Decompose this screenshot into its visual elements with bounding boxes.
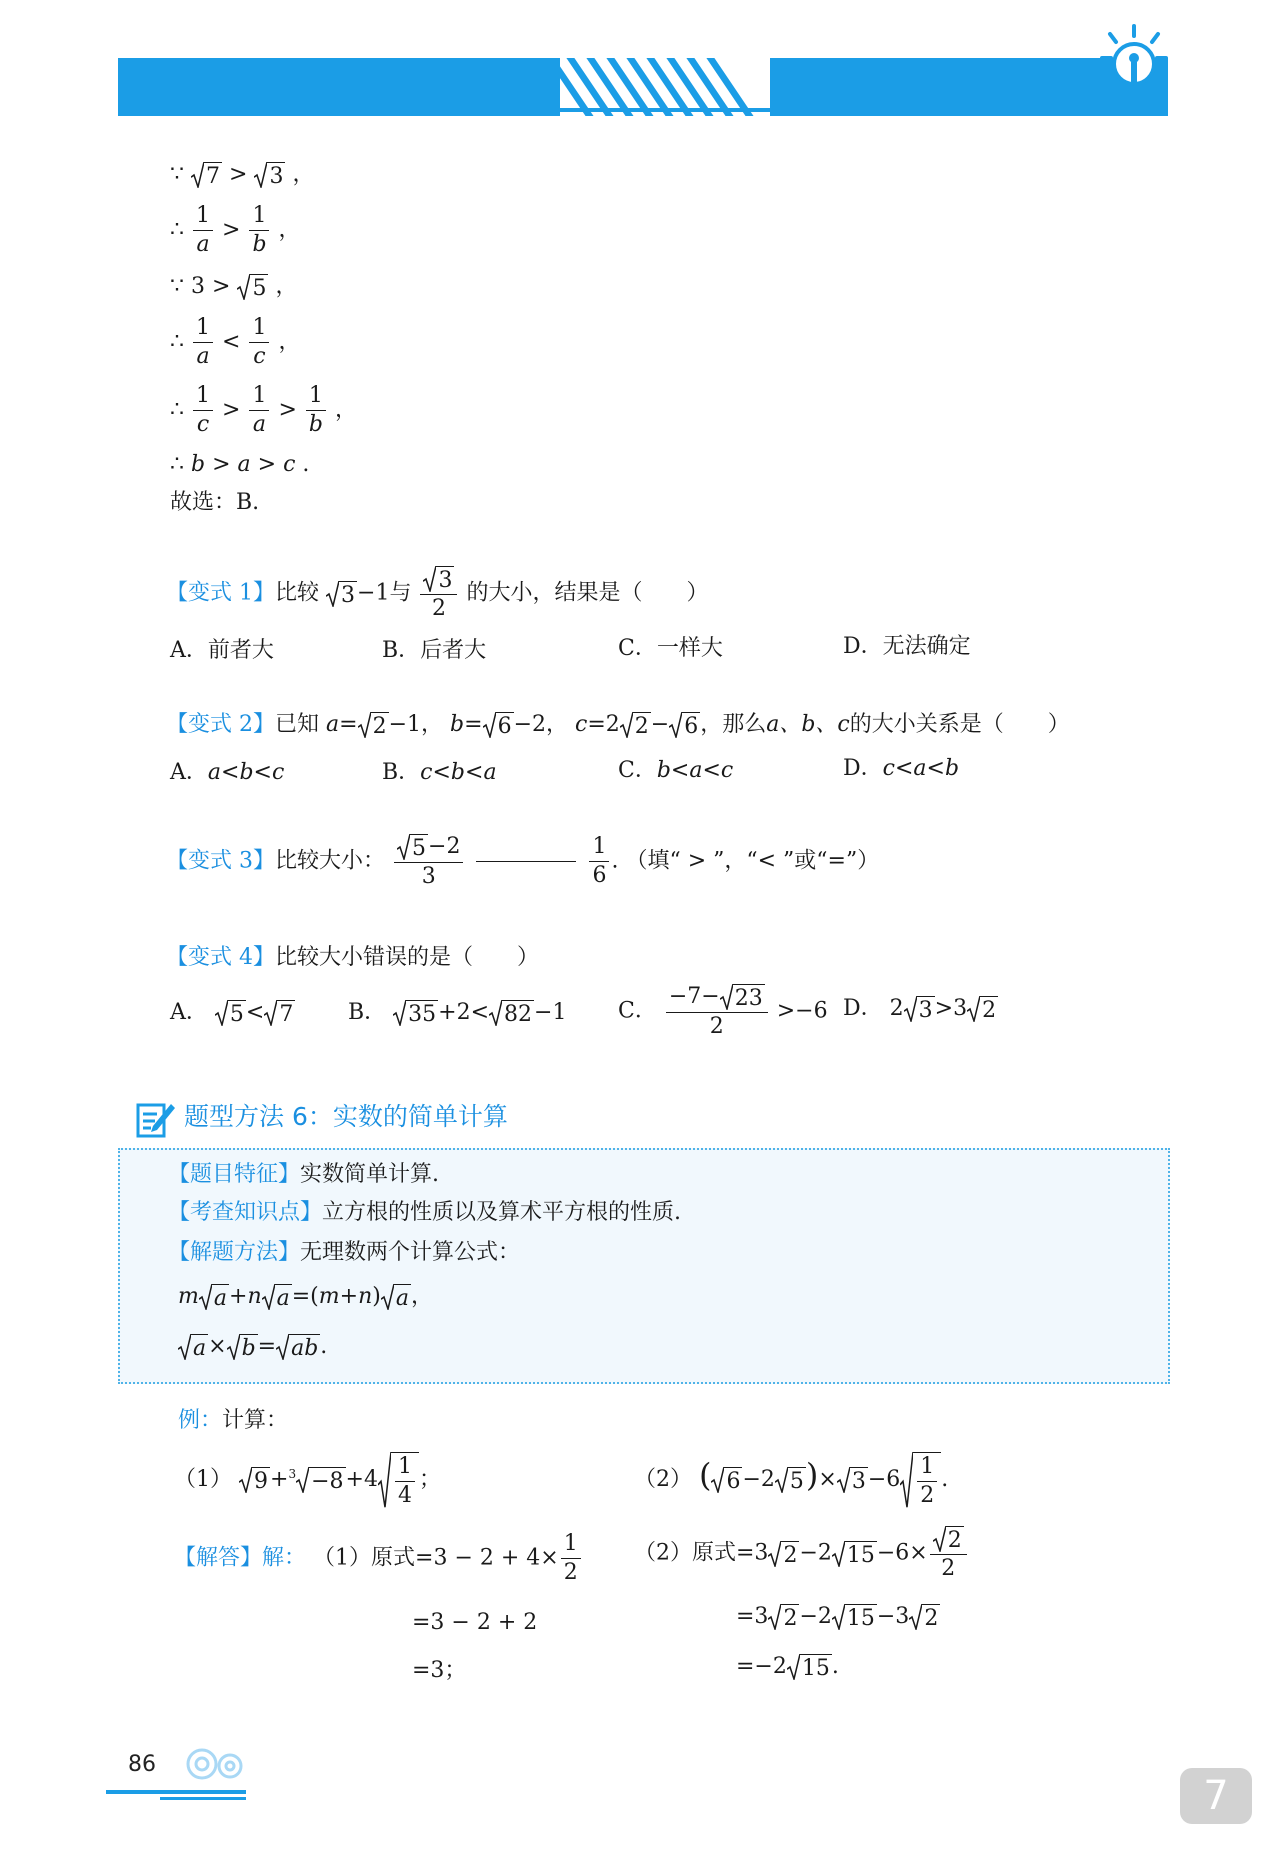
- numerator: 1: [561, 1532, 581, 1559]
- denominator: 4: [397, 1483, 412, 1509]
- option-label: D．: [843, 756, 883, 781]
- text: 比较: [275, 580, 320, 606]
- sqrt: [787, 1654, 832, 1680]
- denominator: a: [196, 344, 210, 370]
- paren: (: [310, 1284, 319, 1310]
- page-number: 86: [128, 1752, 156, 1777]
- sqrt: [227, 1334, 258, 1360]
- variant-2-option-b: [382, 760, 497, 786]
- sqrt: [393, 1000, 438, 1026]
- sqrt: [191, 162, 222, 188]
- punct: .: [941, 1467, 949, 1493]
- proof-line-1: [170, 162, 314, 188]
- method-knowledge: [168, 1200, 681, 1226]
- solution-tag: 【解答】: [174, 1545, 263, 1571]
- text: 的大小关系是（ ）: [849, 712, 1070, 738]
- text: −1: [388, 712, 422, 738]
- text: −2: [799, 1604, 832, 1630]
- punct: .: [320, 1334, 328, 1360]
- numerator: 1: [249, 384, 269, 411]
- solution-label: 解：: [262, 1545, 307, 1571]
- radicand: 7: [279, 1002, 294, 1027]
- sqrt: [378, 1452, 419, 1508]
- operator: >: [278, 397, 297, 423]
- problem-label: （2）: [634, 1467, 692, 1493]
- sqrt: [423, 566, 454, 592]
- solution-part-1-step-2: =3 − 2 + 2: [412, 1610, 538, 1635]
- radicand: 5: [229, 1002, 244, 1027]
- numerator: 1: [249, 316, 269, 343]
- radicand: 5: [252, 276, 267, 301]
- feature-tag: 【题目特征】: [168, 1162, 301, 1187]
- var: c: [575, 712, 588, 738]
- paren: ): [805, 1456, 819, 1495]
- sqrt: [768, 1604, 799, 1630]
- lightbulb-icon: [1098, 22, 1170, 114]
- sqrt: [669, 712, 700, 738]
- operator: +: [270, 1467, 289, 1493]
- fraction: [249, 316, 269, 369]
- punct: ，: [278, 217, 301, 243]
- radicand: a: [395, 1286, 409, 1311]
- var: c: [283, 452, 296, 477]
- footer-underline-short: [160, 1797, 246, 1800]
- because-symbol: ∵: [170, 162, 184, 188]
- radicand: 23: [734, 986, 763, 1011]
- text: （1）原式=3 − 2 + 4×: [313, 1545, 559, 1571]
- option-math: c<b<a: [420, 760, 497, 785]
- header-underline: [118, 108, 1168, 112]
- variant-2-question: [166, 712, 1070, 738]
- denominator: 2: [709, 1014, 724, 1040]
- operator: =: [339, 712, 358, 738]
- sqrt: [837, 1467, 868, 1493]
- var: b: [450, 712, 465, 738]
- variant-tag: 【变式 2】: [166, 712, 275, 738]
- text: 计算：: [222, 1408, 289, 1433]
- variant-tag: 【变式 3】: [166, 848, 275, 874]
- denominator: 2: [563, 1560, 578, 1586]
- denominator: 2: [431, 596, 446, 622]
- text: 2: [605, 712, 620, 738]
- solution-part-1: [174, 1532, 583, 1585]
- radicand: 2: [634, 714, 649, 739]
- operator: −: [650, 712, 670, 738]
- radicand: 3: [341, 582, 356, 608]
- radicand: 15: [846, 1542, 875, 1568]
- denominator: 6: [592, 863, 607, 889]
- punct: ；: [418, 1467, 441, 1493]
- denominator: b: [252, 232, 267, 258]
- radicand: 15: [801, 1656, 830, 1681]
- sqrt: [832, 1541, 877, 1567]
- var: m: [318, 1284, 340, 1310]
- text: −6: [795, 998, 828, 1024]
- radicand: 3: [918, 998, 933, 1023]
- fraction: [193, 204, 213, 257]
- knowledge-tag: 【考查知识点】: [168, 1200, 323, 1225]
- operator: >: [934, 996, 954, 1022]
- sqrt: [967, 996, 998, 1022]
- option-label: B．: [382, 760, 421, 785]
- sqrt: [397, 834, 428, 860]
- option-math: a<b<c: [207, 760, 285, 785]
- var: a、b、c: [766, 712, 850, 738]
- therefore-symbol: ∴: [170, 397, 184, 423]
- option-label: C．: [618, 998, 657, 1024]
- fraction: [561, 1532, 581, 1585]
- proof-line-4: [170, 316, 300, 369]
- text: −2: [799, 1540, 832, 1566]
- denominator: 3: [421, 864, 436, 890]
- operator: ×: [818, 1467, 837, 1493]
- variant-4-option-a: [170, 1000, 295, 1026]
- sqrt: [178, 1334, 208, 1360]
- fraction: [306, 384, 326, 437]
- sqrt: [483, 712, 514, 738]
- option-math: c<a<b: [882, 756, 960, 781]
- radicand: 3: [851, 1469, 866, 1495]
- text: −1: [357, 580, 390, 606]
- sqrt: [904, 996, 935, 1022]
- denominator: a: [252, 412, 266, 438]
- option-math: b<a<c: [656, 758, 734, 783]
- radicand: 9: [254, 1469, 268, 1495]
- option-label: A．: [170, 760, 208, 785]
- cube-root: [296, 1467, 345, 1493]
- method-feature: [168, 1162, 439, 1188]
- sqrt: [239, 1467, 270, 1493]
- radicand: a: [276, 1286, 290, 1311]
- fraction: [249, 204, 269, 257]
- radicand: 2: [372, 714, 387, 739]
- sqrt: [900, 1452, 941, 1508]
- text: +4: [345, 1467, 378, 1493]
- text: 与: [389, 580, 412, 606]
- sqrt: [711, 1467, 742, 1493]
- radicand: 6: [497, 714, 512, 739]
- punct: ，: [278, 329, 301, 355]
- solve-tag: 【解题方法】: [168, 1240, 301, 1265]
- page-badge: 7: [1180, 1768, 1252, 1824]
- therefore-symbol: ∴: [170, 329, 184, 355]
- variant-1-option-b: B．后者大: [382, 638, 487, 663]
- fraction: [193, 384, 213, 437]
- sqrt: [909, 1604, 940, 1630]
- numerator: 1: [917, 1455, 937, 1482]
- sqrt: [381, 1284, 411, 1310]
- text: 实数简单计算.: [300, 1162, 440, 1187]
- text: 比较大小错误的是（ ）: [275, 945, 540, 970]
- radicand: 2: [783, 1606, 798, 1631]
- example-problem-2: [634, 1452, 948, 1508]
- solution-part-2-step-2: [736, 1604, 940, 1630]
- punct: .: [831, 1654, 839, 1680]
- answer-blank[interactable]: [476, 861, 576, 862]
- formula-2: [178, 1334, 327, 1360]
- fraction: [193, 316, 213, 369]
- fraction: [930, 1526, 967, 1581]
- numerator: 1: [395, 1455, 415, 1482]
- numerator: 1: [193, 384, 213, 411]
- text: −2: [428, 834, 461, 860]
- operator: >: [257, 452, 277, 477]
- example-heading: [178, 1408, 288, 1434]
- variant-2-option-d: [843, 756, 959, 782]
- because-symbol: ∵: [170, 274, 184, 300]
- radicand: ab: [291, 1336, 319, 1361]
- sqrt: [775, 1467, 806, 1493]
- sqrt: [262, 1284, 292, 1310]
- text: 的大小，结果是（ ）: [466, 580, 709, 606]
- sqrt: [358, 712, 389, 738]
- variant-1-option-c: C．一样大: [618, 636, 723, 661]
- example-tag: 例：: [178, 1408, 223, 1433]
- operator: +: [229, 1284, 248, 1310]
- text: −2: [742, 1467, 775, 1493]
- radicand: 2: [982, 998, 997, 1023]
- text: +2: [438, 1000, 471, 1026]
- variant-1-question: [166, 566, 708, 621]
- punct: ，: [421, 712, 444, 738]
- sqrt: [276, 1334, 320, 1360]
- numerator: 1: [249, 204, 269, 231]
- value: 3: [191, 274, 205, 300]
- operator: <: [245, 1000, 265, 1026]
- denominator: 2: [920, 1483, 935, 1509]
- variant-tag: 【变式 4】: [166, 945, 275, 970]
- root-index: 3: [288, 1466, 297, 1481]
- text: 比较大小：: [275, 848, 386, 874]
- variant-tag: 【变式 1】: [166, 580, 275, 606]
- operator: >: [776, 998, 796, 1024]
- radicand: a: [193, 1336, 207, 1361]
- punct: ，: [410, 1284, 433, 1310]
- therefore-symbol: ∴: [170, 452, 184, 477]
- fraction: [395, 1455, 415, 1508]
- text: （填“ > ”，“< ”或“=”）: [625, 848, 880, 874]
- text: −1: [534, 1000, 567, 1026]
- radicand: b: [241, 1336, 256, 1361]
- text: −6×: [876, 1540, 928, 1566]
- sqrt: [620, 712, 651, 738]
- option-label: C．: [618, 758, 657, 783]
- text: ，那么: [700, 712, 767, 738]
- punct: ，: [334, 397, 357, 423]
- sqrt: [254, 162, 285, 188]
- denominator: a: [196, 232, 210, 258]
- variant-4-option-d: [843, 996, 998, 1022]
- denominator: c: [253, 344, 266, 370]
- operator: <: [222, 329, 241, 355]
- radicand: 35: [408, 1002, 437, 1027]
- radicand: 2: [924, 1606, 939, 1631]
- radicand: 7: [206, 164, 220, 189]
- denominator: c: [196, 412, 210, 438]
- sqrt: [768, 1541, 799, 1567]
- text: （2）原式=3: [634, 1540, 769, 1566]
- radicand: 3: [438, 568, 453, 593]
- radicand: 6: [726, 1469, 741, 1495]
- fraction: [917, 1455, 937, 1508]
- proof-line-2: [170, 204, 301, 257]
- footer-underline: [106, 1790, 246, 1794]
- variant-4-option-c: [618, 984, 828, 1039]
- radicand: 6: [684, 714, 699, 739]
- sqrt: [832, 1604, 877, 1630]
- var: m: [178, 1284, 199, 1310]
- option-label: A．: [170, 1000, 208, 1026]
- operator: +: [339, 1284, 359, 1310]
- sqrt: [264, 1000, 295, 1026]
- var: a: [237, 452, 251, 477]
- variant-3-question: [166, 834, 879, 889]
- radicand: 5: [789, 1469, 804, 1495]
- radicand: a: [213, 1286, 227, 1311]
- therefore-symbol: ∴: [170, 217, 184, 243]
- paren: ): [372, 1284, 381, 1310]
- radicand: −8: [311, 1469, 344, 1495]
- denominator: b: [308, 412, 323, 438]
- operator: =: [257, 1334, 277, 1360]
- numerator: 1: [193, 316, 213, 343]
- text: 无理数两个计算公式：: [300, 1240, 521, 1265]
- variant-4-option-b: [348, 1000, 566, 1026]
- problem-label: （1）: [174, 1467, 232, 1493]
- formula-1: [178, 1284, 433, 1310]
- solution-part-1-step-3: =3；: [412, 1658, 467, 1683]
- operator: =: [464, 712, 483, 738]
- punct: ，: [292, 162, 315, 188]
- var: n: [247, 1284, 262, 1310]
- operator: >: [229, 162, 248, 188]
- sqrt: [237, 274, 268, 300]
- radicand: 2: [947, 1528, 962, 1553]
- sqrt: [720, 984, 765, 1010]
- operator: =: [587, 712, 606, 738]
- option-label: D．: [843, 996, 883, 1022]
- sqrt: [326, 581, 357, 607]
- radicand: 5: [412, 836, 427, 861]
- text: 3: [953, 996, 968, 1022]
- proof-line-3: [170, 274, 297, 300]
- text: =−2: [736, 1654, 787, 1680]
- radicand: 82: [504, 1002, 533, 1027]
- variant-2-option-c: [618, 758, 733, 784]
- proof-line-5: [170, 384, 357, 437]
- operator: =: [291, 1284, 311, 1310]
- operator: >: [212, 274, 231, 300]
- sqrt: [215, 1000, 246, 1026]
- denominator: 2: [941, 1556, 956, 1582]
- operator: ×: [208, 1334, 227, 1360]
- fraction: [420, 566, 457, 621]
- fraction: [249, 384, 269, 437]
- section-title: 题型方法 6：实数的简单计算: [184, 1102, 508, 1131]
- gears-icon: [180, 1740, 248, 1786]
- option-label: B．: [348, 1000, 387, 1026]
- text: −7−: [668, 984, 720, 1010]
- operator: <: [470, 1000, 490, 1026]
- variant-2-option-a: [170, 760, 284, 786]
- paren: (: [699, 1456, 712, 1495]
- sqrt: [933, 1526, 964, 1552]
- proof-line-6: [170, 454, 309, 476]
- text: 2: [889, 996, 904, 1022]
- radicand: 3: [269, 164, 284, 189]
- text: 立方根的性质以及算术平方根的性质.: [322, 1200, 682, 1225]
- sqrt: [199, 1284, 229, 1310]
- punct: .: [302, 452, 310, 477]
- solution-part-2-step-3: [736, 1654, 839, 1680]
- text: −6: [867, 1467, 901, 1493]
- var: a: [326, 712, 340, 738]
- operator: >: [222, 217, 241, 243]
- variant-4-question: [166, 945, 539, 971]
- fraction: [666, 984, 768, 1039]
- text: 已知: [275, 712, 320, 738]
- radicand: 15: [846, 1606, 875, 1631]
- numerator: 1: [306, 384, 326, 411]
- var: b: [191, 452, 206, 477]
- numerator: 1: [589, 835, 609, 862]
- text: −3: [876, 1604, 910, 1630]
- proof-answer: 故选：B.: [170, 490, 260, 515]
- var: n: [358, 1284, 373, 1310]
- punct: ，: [546, 712, 569, 738]
- sqrt: [489, 1000, 534, 1026]
- text: =3: [736, 1604, 769, 1630]
- solution-part-2: [634, 1526, 969, 1581]
- example-problem-1: [174, 1452, 441, 1508]
- fraction: [394, 834, 463, 889]
- punct: ，: [275, 274, 298, 300]
- variant-1-option-d: D．无法确定: [843, 634, 971, 659]
- operator: >: [212, 452, 231, 477]
- edit-note-icon: [135, 1100, 177, 1140]
- punct: .: [611, 848, 619, 874]
- fraction: [589, 835, 609, 888]
- radicand: 2: [783, 1542, 798, 1568]
- variant-1-option-a: A．前者大: [170, 638, 274, 663]
- text: −2: [513, 712, 546, 738]
- method-solve: [168, 1240, 520, 1266]
- numerator: 1: [193, 204, 213, 231]
- operator: >: [222, 397, 241, 423]
